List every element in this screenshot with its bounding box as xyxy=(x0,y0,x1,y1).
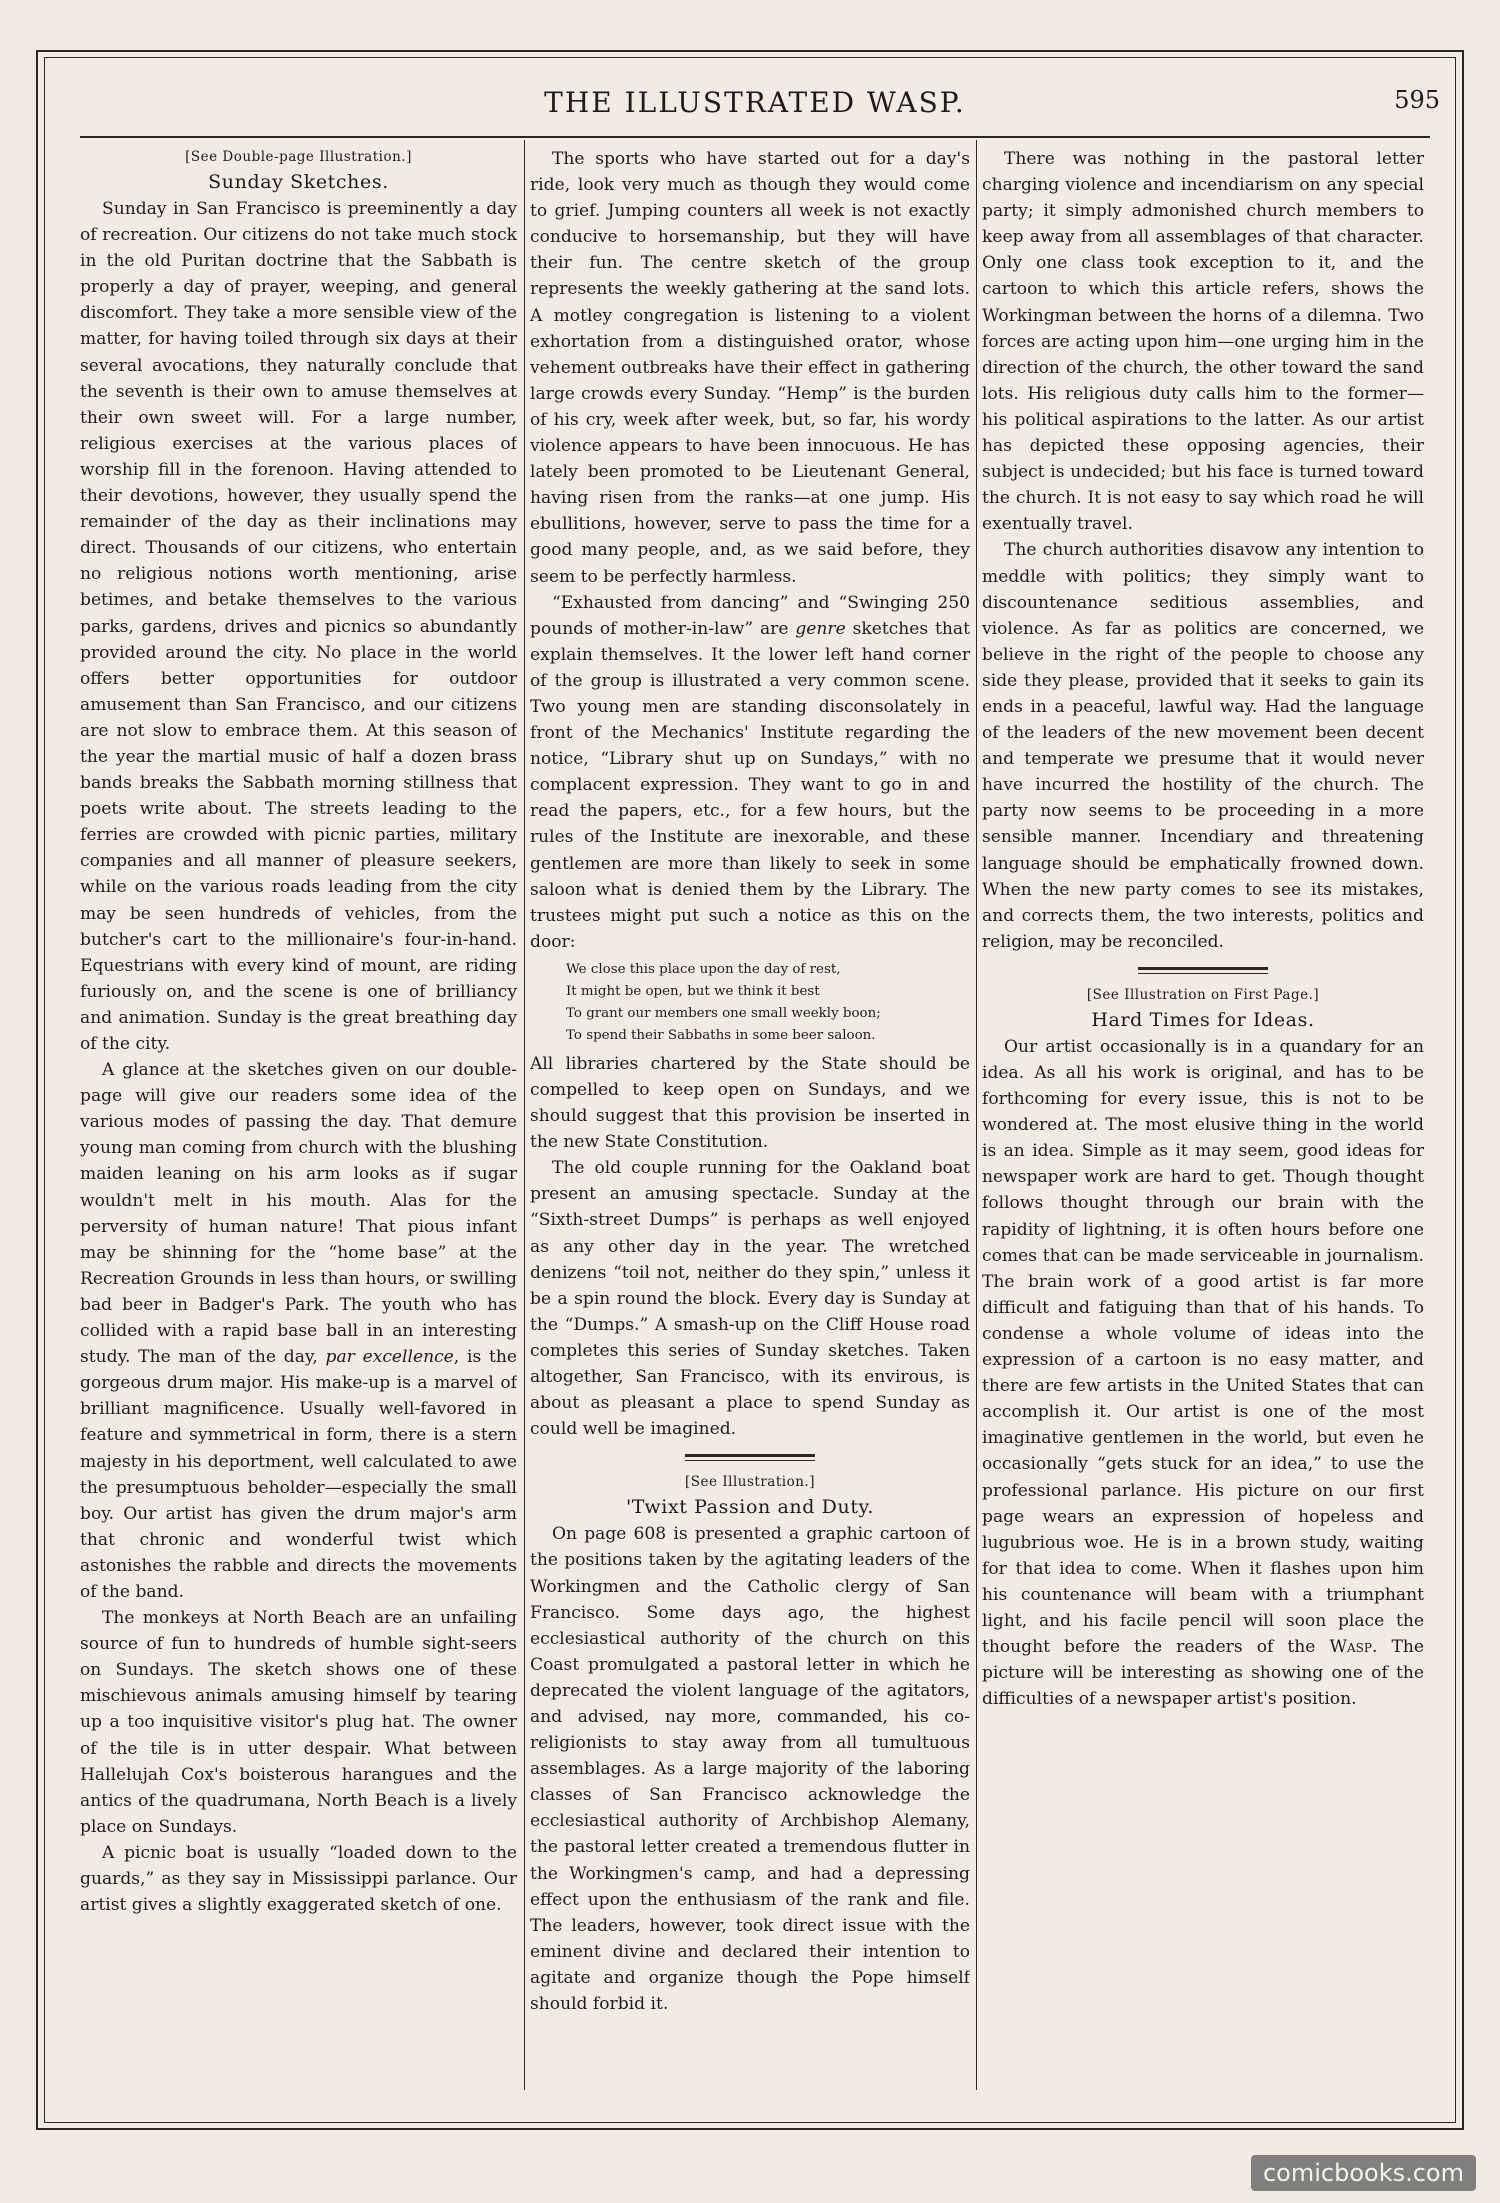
section-separator xyxy=(1138,967,1268,974)
illustration-note: [See Illustration.] xyxy=(685,1474,815,1491)
poem-line: We close this place upon the day of rest, xyxy=(566,961,841,977)
text-run: “Exhausted from dancing” and “Swinging 250 pounds of mother-in-law” are xyxy=(530,592,970,639)
text-run: sketches that explain themselves. It the lower left hand corner of the group is illustrated a very common scene. Two young men are standing disconsolately in front of the Mechanics' Institute regarding the notice, “Library shut up on Sundays,” with no complacent expression. They want to go in and read the papers, etc., for a few hours, but the rules of the Institute are inexorable, and these gentlemen are more than likely to seek in some saloon what is denied them by the Library. The trustees might put such a notice as this on the door: xyxy=(530,618,970,952)
poem xyxy=(566,959,970,1047)
article-title: Sunday Sketches. xyxy=(208,171,389,193)
paragraph: Sunday in San Francisco is preeminently a day of recreation. Our citizens do not take much stock in the old Puritan doctrine that the Sabbath is properly a day of prayer, weeping, and general discomfort. They take a more sensible view of the matter, for having toiled through six days at their several avocations, they naturally conclude that the seventh is their own to amuse themselves at their own sweet will. For a large number, religious exercises at the various places of worship fill in the forenoon. Having attended to their devotions, however, they usually spend the remainder of the day as their inclinations may direct. Thousands of our citizens, who entertain no religious notions worth mentioning, arise betimes, and betake themselves to the various parks, gardens, drives and picnics so abundantly provided around the city. No place in the world offers better opportunities for outdoor amusement than San Francisco, and our citizens are not slow to embrace them. At this season of the year the martial music of half a dozen brass bands breaks the Sabbath morning stillness that poets write about. The streets leading to the ferries are crowded with picnic parties, military companies and all manner of pleasure seekers, while on the various roads leading from the city may be seen hundreds of vehicles, from the butcher's cart to the millionaire's four-in-hand. Equestrians with every kind of mount, are riding furiously on, and the scene is one of brilliancy and animation. Sunday is the great breathing day of the city. xyxy=(80,199,517,1054)
paragraph: There was nothing in the pastoral letter charging violence and incendiarism on any special party; it simply admonished church members to keep away from all assemblages of that character. Only one class took exception to it, and the cartoon to which this article refers, shows the Workingman between the horns of a dilemna. Two forces are acting upon him—one urging him in the direction of the church, the other toward the sand lots. His religious duty calls him to the former—his political aspirations to the latter. As our artist has depicted these opposing agencies, their subject is undecided; but his face is turned toward the church. It is not easy to say which road he will exentually travel. xyxy=(982,149,1424,535)
header-rule xyxy=(80,136,1430,138)
paragraph: The sports who have started out for a day's ride, look very much as though they would come to grief. Jumping counters all week is not exactly conducive to horsemanship, but they will have their fun. The centre sketch of the group represents the weekly gathering at the sand lots. A motley congregation is listening to a violent exhortation from a distinguished orator, whose vehement outbreaks have their effect in gathering large crowds every Sunday. “Hemp” is the burden of his cry, week after week, but, so far, his wordy violence appears to have been innocuous. He has lately been promoted to be Lieutenant General, having risen from the ranks—at one jump. His ebullitions, however, serve to pass the time for a good many people, and, as we said before, they seem to be perfectly harmless. xyxy=(530,149,970,587)
text-run: A glance at the sketches given on our double-page will give our readers some idea of the various modes of passing the day. That demure young man coming from church with the blushing maiden leaning on his arm looks as if sugar wouldn't melt in his mouth. Alas for the perversity of human nature! That pious infant may be shinning for the “home base” at the Recreation Grounds in less than hours, or swilling bad beer in Badger's Park. The youth who has collided with a rapid base ball in an interesting study. The man of the day, xyxy=(80,1060,517,1368)
text-run: . The picture will be interesting as showing one of the difficulties of a newspaper artist's position. xyxy=(982,1637,1424,1710)
column-divider xyxy=(524,140,525,2090)
section-separator xyxy=(685,1454,815,1461)
poem-line: It might be open, but we think it best xyxy=(566,983,820,999)
poem-line: To spend their Sabbaths in some beer saloon. xyxy=(566,1027,876,1043)
page-header xyxy=(80,80,1440,132)
article-title: 'Twixt Passion and Duty. xyxy=(625,1496,875,1519)
paragraph xyxy=(530,590,970,955)
text-run: Our artist occasionally is in a quandary for an idea. As all his work is original, and has to be forthcoming for every issue, this is not to be wondered at. The most elusive thing in the world is an idea. Simple as it may seem, good ideas for newspaper work are hard to get. Though thought follows thought through our brain with the rapidity of lightning, it is often hours before one comes that can be made serviceable in journalism. The brain work of a good artist is far more difficult and fatiguing than that of his hands. To condense a whole volume of ideas into the expression of a cartoon is no easy matter, and there are few artists in the United States that can accomplish it. Our artist is one of the most imaginative gentlemen in the world, but even he occasionally “gets stuck for an idea,” to use the professional parlance. His picture on our first page wears an expression of hopeless and lugubrious woe. He is in a brown study, waiting for that idea to come. When it flashes upon him his countenance will beam with a triumphant light, and his facile pencil will soon place the thought before the readers of the xyxy=(982,1036,1424,1658)
paragraph xyxy=(80,1057,517,1605)
wasp-name: Wasp xyxy=(1329,1637,1372,1658)
paragraph: All libraries chartered by the State should be compelled to keep open on Sundays, and we should suggest that this provision be inserted in the new State Constitution. xyxy=(530,1053,970,1153)
paragraph: The old couple running for the Oakland boat present an amusing spectacle. Sunday at the “Sixth-street Dumps” is perhaps as well enjoyed as any other day in the year. The wretched denizens “toil not, neither do they spin,” unless it be a spin round the block. Every day is Sunday at the “Dumps.” A smash-up on the Cliff House road completes this series of Sunday sketches. Taken altogether, San Francisco, with its envirous, is about as pleasant a place to spend Sunday as could well be imagined. xyxy=(530,1158,970,1440)
italic-phrase: par excellence xyxy=(325,1347,454,1368)
illustration-note: [See Illustration on First Page.] xyxy=(1086,986,1320,1003)
article-title: Hard Times for Ideas. xyxy=(1091,1008,1315,1031)
italic-word: genre xyxy=(795,618,846,639)
watermark-logo: comicbooks.com xyxy=(1251,2155,1476,2191)
paragraph: The church authorities disavow any intention to meddle with politics; they simply want to discountenance seditious assemblies, and violence. As far as politics are concerned, we believe in the right of the people to choose any side they please, provided that it seeks to gain its ends in a peaceful, lawful way. Had the language of the leaders of the new movement been decent and temperate we presume that it would never have incurred the hostility of the church. The party now seems to be proceeding in a more sensible manner. Incendiary and threatening language should be emphatically frowned down. When the new party comes to see its mistakes, and corrects them, the two interests, politics and religion, may be reconciled. xyxy=(982,540,1424,952)
paragraph xyxy=(982,1034,1424,1712)
column-divider xyxy=(976,140,977,2090)
paragraph: On page 608 is presented a graphic cartoon of the positions taken by the agitating leaders of the Workingmen and the Catholic clergy of San Francisco. Some days ago, the highest ecclesiastical authority of the church on this Coast promulgated a pastoral letter in which he deprecated the violent language of the agitators, and advised, nay more, commanded, his co-religionists to stay away from all tumultuous assemblages. As a large majority of the laboring classes of San Francisco acknowledge the ecclesiastical authority of Archbishop Alemany, the pastoral letter created a tremendous flutter in the Workingmen's camp, and had a depressing effect upon the enthusiasm of the rank and file. The leaders, however, took direct issue with the eminent divine and declared their intention to agitate and organize though the Pope himself should forbid it. xyxy=(530,1524,970,2014)
page-number: 595 xyxy=(1394,86,1440,114)
column-3 xyxy=(982,146,1424,2086)
poem-line: To grant our members one small weekly boon; xyxy=(566,1005,881,1021)
illustration-note: [See Double-page Illustration.] xyxy=(185,149,412,165)
column-2 xyxy=(530,146,970,2086)
paragraph: A picnic boat is usually “loaded down to the guards,” as they say in Mississippi parlance. Our artist gives a slightly exaggerated sketch of one. xyxy=(80,1842,517,1916)
paragraph: The monkeys at North Beach are an unfailing source of fun to hundreds of humble sight-seers on Sundays. The sketch shows one of these mischievous animals amusing himself by tearing up a too inquisitive visitor's plug hat. The owner of the tile is in utter despair. What between Hallelujah Cox's boisterous harangues and the antics of the quadrumana, North Beach is a lively place on Sundays. xyxy=(80,1608,517,1837)
text-run: , is the gorgeous drum major. His make-up is a marvel of brilliant magnificence. Usually well-favored in feature and symmetrical in form, there is a stern majesty in his deportment, well calculated to awe the presumptuous beholder—especially the small boy. Our artist has given the drum major's arm that chronic and wonderful twist which astonishes the rabble and directs the movements of the band. xyxy=(80,1347,517,1602)
masthead-title: THE ILLUSTRATED WASP. xyxy=(544,86,966,119)
column-1 xyxy=(80,146,517,2086)
